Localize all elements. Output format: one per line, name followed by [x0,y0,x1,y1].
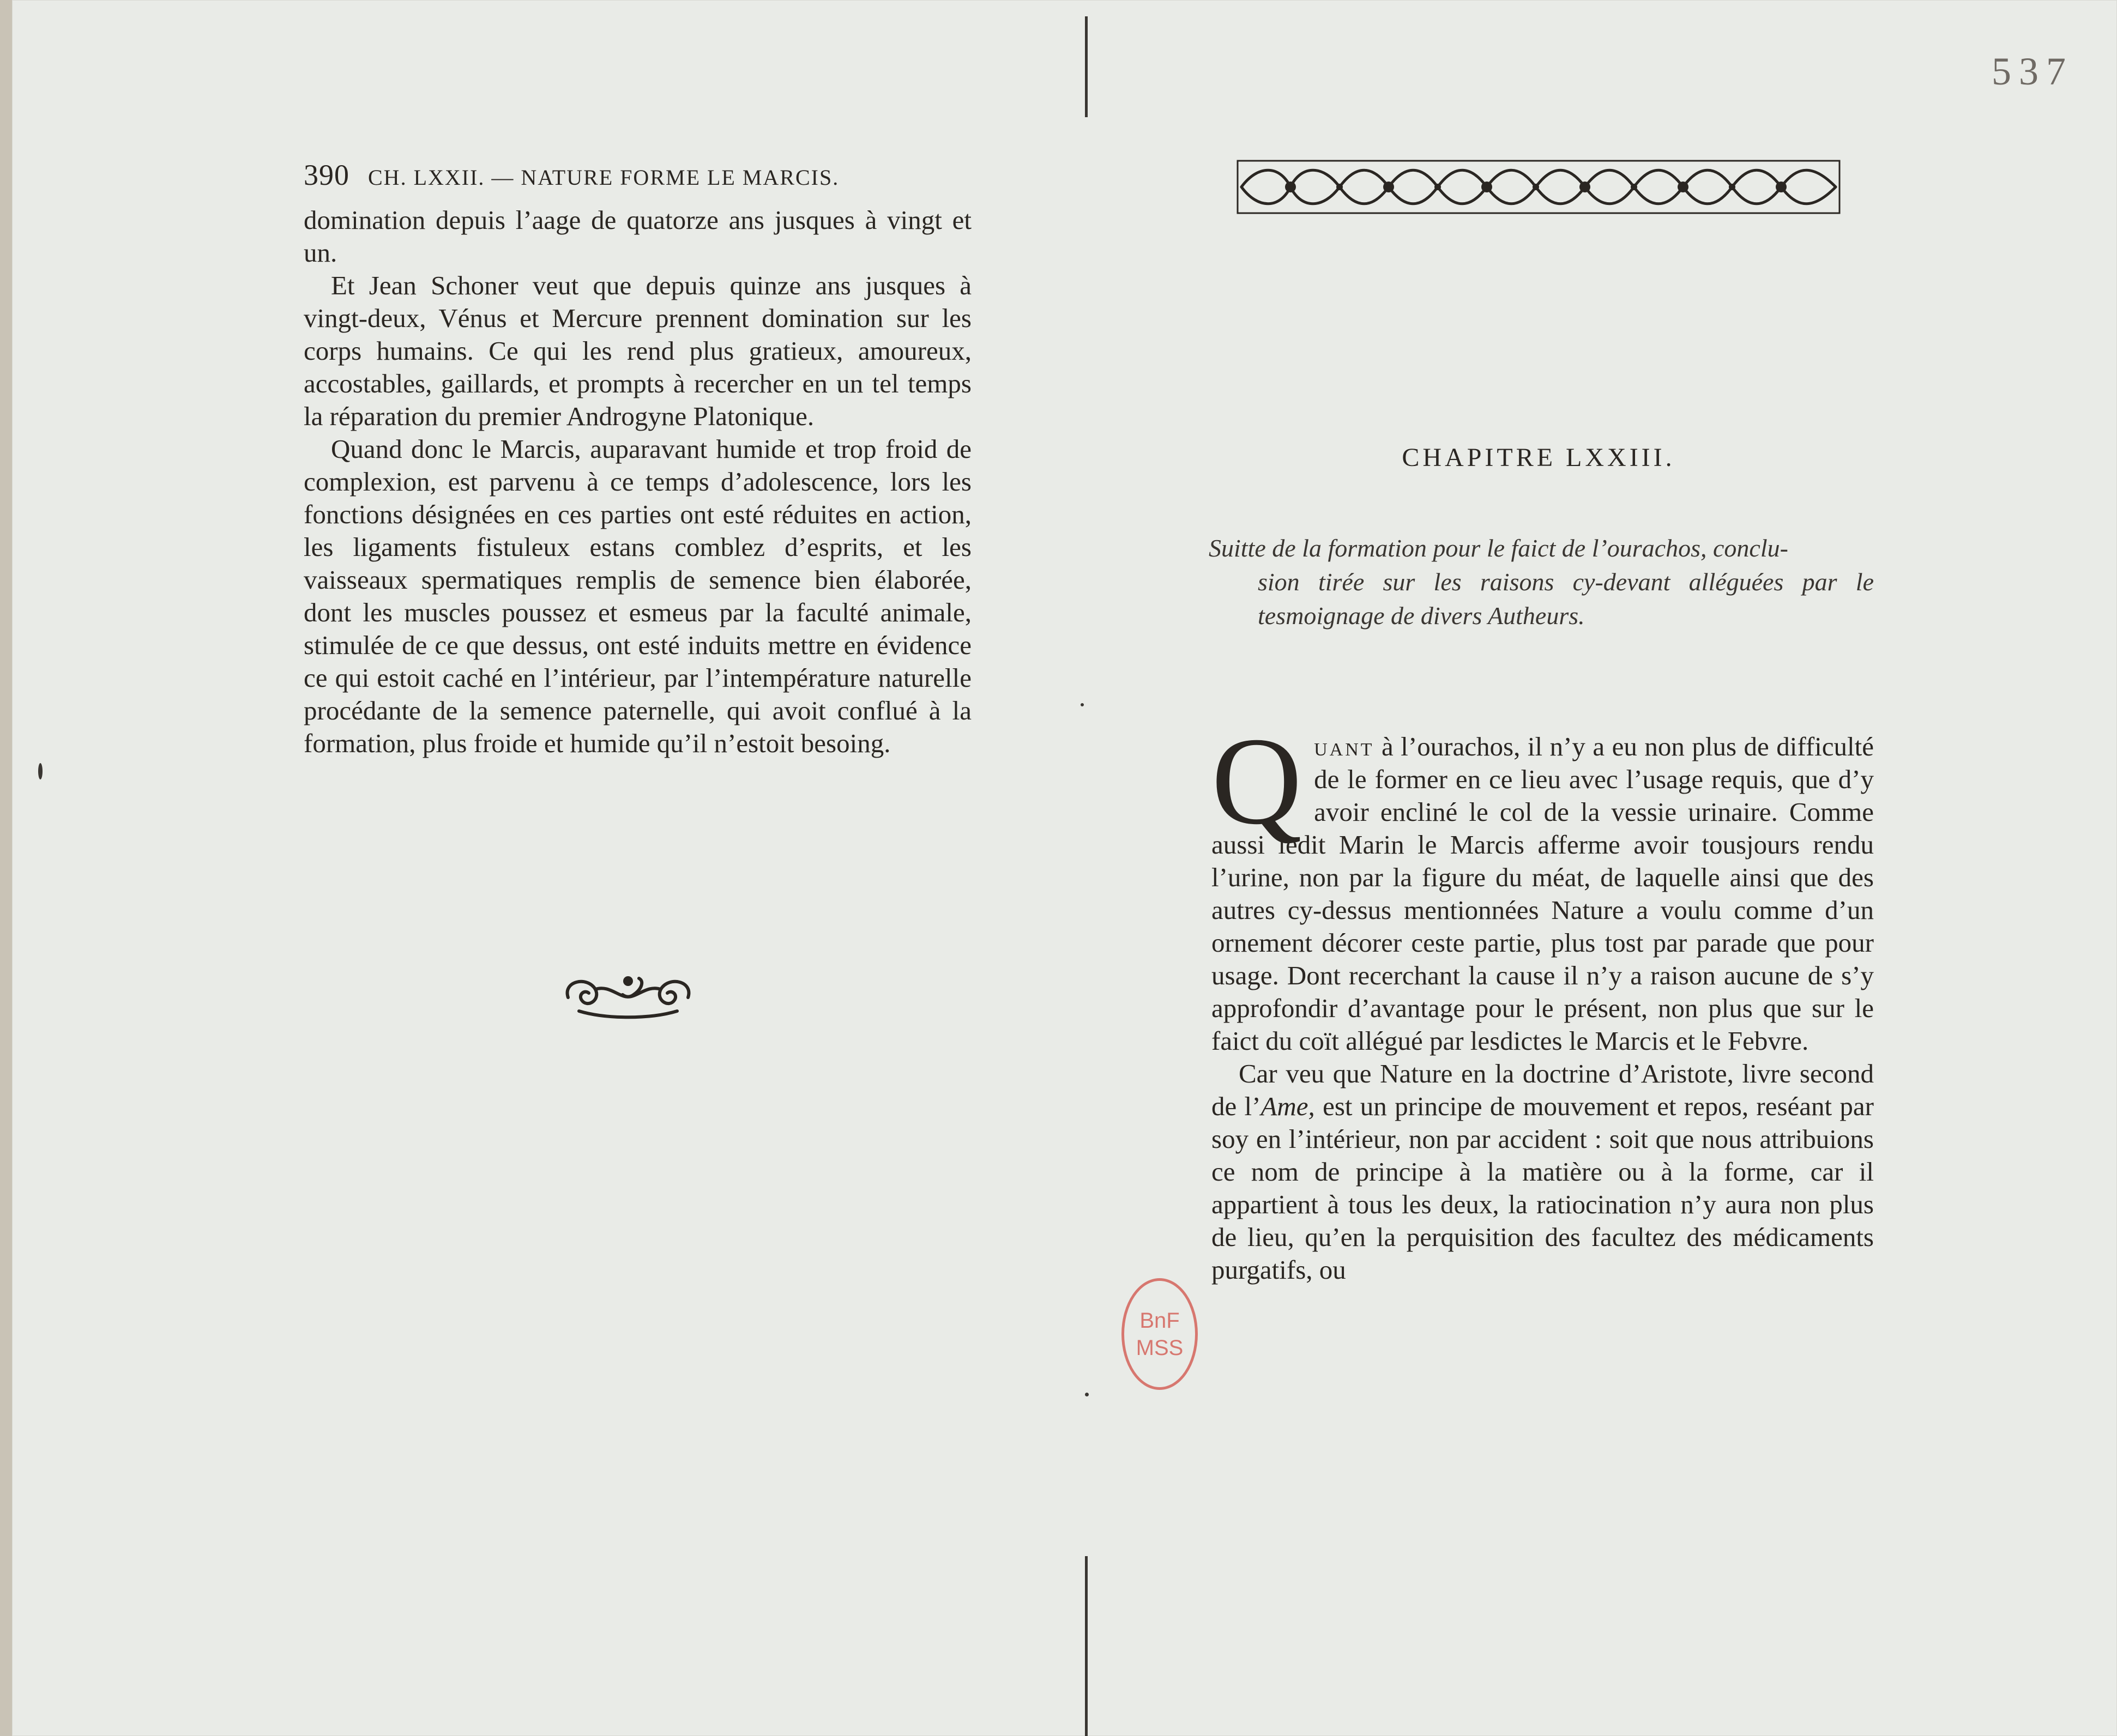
drop-capital: Q [1211,711,1302,850]
chapter-title: CHAPITRE LXXIII. [1402,443,1675,472]
right-paragraph-2 [1211,1057,1874,1286]
tailpiece-ornament [557,965,699,1025]
stamp-line1: BnF [1139,1308,1180,1333]
right-page-body [1211,711,1874,1286]
ink-speck [1085,1393,1089,1396]
right-paragraph-2-italic: Ame, [1260,1091,1315,1121]
gutter-mark-bottom [1085,1556,1088,1736]
left-paragraph-3: Quand donc le Marcis, auparavant humide et trop froid de complexion, est parvenu à ce temps d’adolescence, lors les fonctions désignées en ces parties ont esté réduites en action, les ligaments fistuleux estans comblez d’esprits, et les vaisseaux spermatiques remplis de semence bien élaborée, dont les muscles poussez et esmeus par la faculté animale, stimulée de ce que dessus, ont esté induits mettre en évidence ce qui estoit caché en l’intérieur, par l’intempérature naturelle procédante de la semence paternelle, qui avoit conflué à la formation, plus froide et humide qu’il n’estoit besoing. [304,434,972,758]
headpiece-ornament [1236,159,1841,215]
left-running-title: CH. LXXII. — NATURE FORME LE MARCIS. [368,165,840,190]
left-page-number: 390 [304,159,349,191]
stamp-line2: MSS [1136,1335,1184,1360]
right-paragraph-1 [1211,711,1874,1057]
folio-number: 537 [1992,50,2073,93]
ink-speck [38,763,43,779]
gutter-mark-top [1085,16,1088,117]
library-stamp [1121,1278,1198,1390]
opening-small-caps: uant [1314,731,1374,761]
left-running-head [304,158,972,192]
right-paragraph-2-end: est un principe de mouvement et repos, reséant par soy en l’intérieur, non par accident : soit que nous attribuions ce nom de principe à la matière ou à la forme, car il appartient à tous les deux, la ratiocination n’y aura non plus de lieu, qu’en la perquisition des facultez des médicaments purgatifs, ou [1211,1091,1874,1285]
left-page [304,158,972,760]
ink-speck [1081,703,1084,706]
chapter-summary-line1: Suitte de la formation pour le faict de l’ourachos, conclu- [1209,534,1788,562]
chapter-summary [1209,531,1874,633]
left-paragraph-2: Et Jean Schoner veut que depuis quinze ans jusques à vingt-deux, Vénus et Mercure prennent domination sur les corps humains. Ce qui les rend plus gratieux, amoureux, accostables, gaillards, et prompts à recercher en un tel temps la réparation du premier Androgyne Platonique. [304,270,972,431]
left-paragraph-1: domination depuis l’aage de quatorze ans jusques à vingt et un. [304,205,972,268]
right-paragraph-1-text: à l’ourachos, il n’y a eu non plus de difficulté de le former en ce lieu avec l’usage requis, que d’y avoir encliné le col de la vessie urinaire. Comme aussi ledit Marin le Marcis afferme avoir tousjours rendu l’urine, non par la figure du méat, de laquelle ainsi que des autres cy-dessus mentionnées Nature a voulu comme d’un ornement décorer ceste partie, plus tost par parade que pour usage. Dont recerchant la cause il n’y a raison aucune de s’y approfondir d’avantage pour le présent, non plus que sur le faict du coït allégué par lesdictes le Marcis et le Febvre. [1211,731,1874,1056]
right-paragraph-2-start: Car veu que Nature en la doctrine d’Aristote, livre second de l’ [1211,1058,1874,1121]
scanned-sheet [12,0,2117,1736]
chapter-summary-rest: sion tirée sur les raisons cy-devant alléguées par le tesmoignage de divers Autheurs. [1258,568,1874,630]
